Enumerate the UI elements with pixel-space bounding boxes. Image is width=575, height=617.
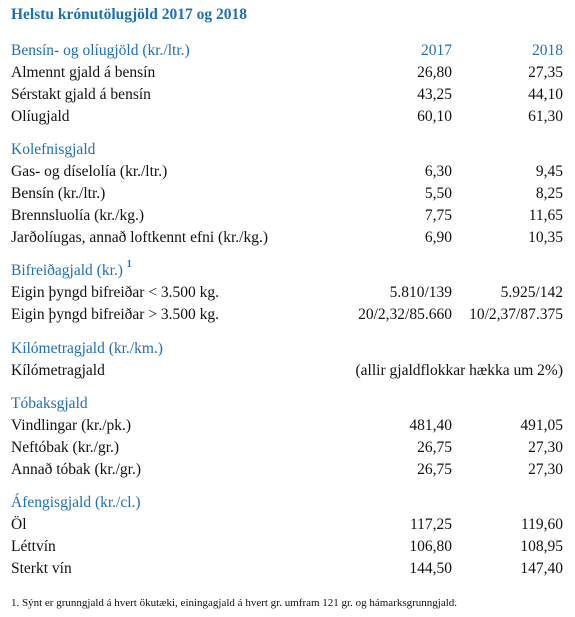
value-2018: 9,45 bbox=[535, 163, 563, 180]
section-header-tobacco bbox=[0, 393, 575, 415]
value-2018: 44,10 bbox=[528, 86, 563, 103]
year-header-2018: 2018 bbox=[532, 42, 563, 59]
footnote-marker: 1 bbox=[126, 258, 132, 270]
value-2018: 108,95 bbox=[520, 538, 563, 555]
row-label: Almennt gjald á bensín bbox=[11, 64, 156, 81]
footnote: 1. Sýnt er grunngjald á hvert ökutæki, einingagjald á hvert gr. umfram 121 gr. og hámarksgrunngjald. bbox=[11, 597, 458, 609]
row-label: Sterkt vín bbox=[11, 560, 72, 577]
section-header-carbon bbox=[0, 139, 575, 161]
table-row bbox=[0, 304, 575, 326]
value-2018: 10,35 bbox=[528, 229, 563, 246]
row-label: Jarðolíugas, annað loftkennt efni (kr./kg.) bbox=[11, 229, 268, 246]
table-row bbox=[0, 282, 575, 304]
table-row bbox=[0, 227, 575, 249]
value-2018: 61,30 bbox=[528, 108, 563, 125]
row-note: (allir gjaldflokkar hækka um 2%) bbox=[355, 362, 563, 379]
table-row bbox=[0, 558, 575, 580]
table-row bbox=[0, 62, 575, 84]
section-header-fuel bbox=[0, 40, 575, 62]
value-2017: 144,50 bbox=[409, 560, 452, 577]
table-row bbox=[0, 459, 575, 481]
table-row bbox=[0, 415, 575, 437]
row-label: Annað tóbak (kr./gr.) bbox=[11, 461, 142, 478]
value-2017: 481,40 bbox=[409, 417, 452, 434]
table-row bbox=[0, 360, 575, 382]
section-header-km bbox=[0, 338, 575, 360]
row-label: Gas- og díselolía (kr./ltr.) bbox=[11, 163, 168, 180]
row-label: Eigin þyngd bifreiðar < 3.500 kg. bbox=[11, 284, 220, 301]
page-title: Helstu krónutölugjöld 2017 og 2018 bbox=[11, 6, 247, 23]
value-2017: 5,50 bbox=[424, 185, 452, 202]
table-row bbox=[0, 205, 575, 227]
row-label: Vindlingar (kr./pk.) bbox=[11, 417, 132, 434]
row-label: Neftóbak (kr./gr.) bbox=[11, 439, 120, 456]
value-2018: 10/2,37/87.375 bbox=[469, 306, 563, 323]
value-2017: 43,25 bbox=[417, 86, 452, 103]
value-2017: 5.810/139 bbox=[389, 284, 452, 301]
value-2017: 7,75 bbox=[424, 207, 452, 224]
value-2018: 27,30 bbox=[528, 461, 563, 478]
value-2018: 491,05 bbox=[520, 417, 563, 434]
row-label: Kílómetragjald bbox=[11, 362, 105, 379]
table-row bbox=[0, 536, 575, 558]
section-header-label: Bifreiðagjald (kr.) bbox=[11, 262, 123, 279]
row-label: Eigin þyngd bifreiðar > 3.500 kg. bbox=[11, 306, 220, 323]
section-header-vehicle bbox=[0, 260, 575, 282]
value-2018: 119,60 bbox=[520, 516, 563, 533]
value-2017: 20/2,32/85.660 bbox=[358, 306, 452, 323]
value-2017: 6,30 bbox=[424, 163, 452, 180]
table-row bbox=[0, 84, 575, 106]
value-2017: 26,75 bbox=[417, 439, 452, 456]
value-2018: 8,25 bbox=[535, 185, 563, 202]
table-row bbox=[0, 514, 575, 536]
table-row bbox=[0, 183, 575, 205]
table-row bbox=[0, 106, 575, 128]
value-2017: 117,25 bbox=[409, 516, 452, 533]
value-2017: 6,90 bbox=[424, 229, 452, 246]
value-2017: 106,80 bbox=[409, 538, 452, 555]
value-2018: 27,30 bbox=[528, 439, 563, 456]
value-2018: 5.925/142 bbox=[500, 284, 563, 301]
table-row bbox=[0, 437, 575, 459]
value-2018: 147,40 bbox=[520, 560, 563, 577]
value-2017: 26,80 bbox=[417, 64, 452, 81]
year-header-2017: 2017 bbox=[421, 42, 452, 59]
value-2018: 27,35 bbox=[528, 64, 563, 81]
section-header-label: Kílómetragjald (kr./km.) bbox=[11, 340, 163, 357]
row-label: Léttvín bbox=[11, 538, 56, 555]
row-label: Bensín (kr./ltr.) bbox=[11, 185, 106, 202]
row-label: Olíugjald bbox=[11, 108, 70, 125]
value-2018: 11,65 bbox=[528, 207, 563, 224]
row-label: Sérstakt gjald á bensín bbox=[11, 86, 151, 103]
section-header-label: Bensín- og olíugjöld (kr./ltr.) bbox=[11, 42, 190, 59]
value-2017: 60,10 bbox=[417, 108, 452, 125]
value-2017: 26,75 bbox=[417, 461, 452, 478]
row-label: Öl bbox=[11, 516, 27, 533]
section-header-label: Kolefnisgjald bbox=[11, 141, 96, 158]
row-label: Brennsluolía (kr./kg.) bbox=[11, 207, 145, 224]
section-header-label: Tóbaksgjald bbox=[11, 395, 88, 412]
section-header-alcohol bbox=[0, 492, 575, 514]
section-header-label: Áfengisgjald (kr./cl.) bbox=[11, 494, 141, 511]
table-row bbox=[0, 161, 575, 183]
section-header-label-wrap bbox=[11, 260, 132, 282]
